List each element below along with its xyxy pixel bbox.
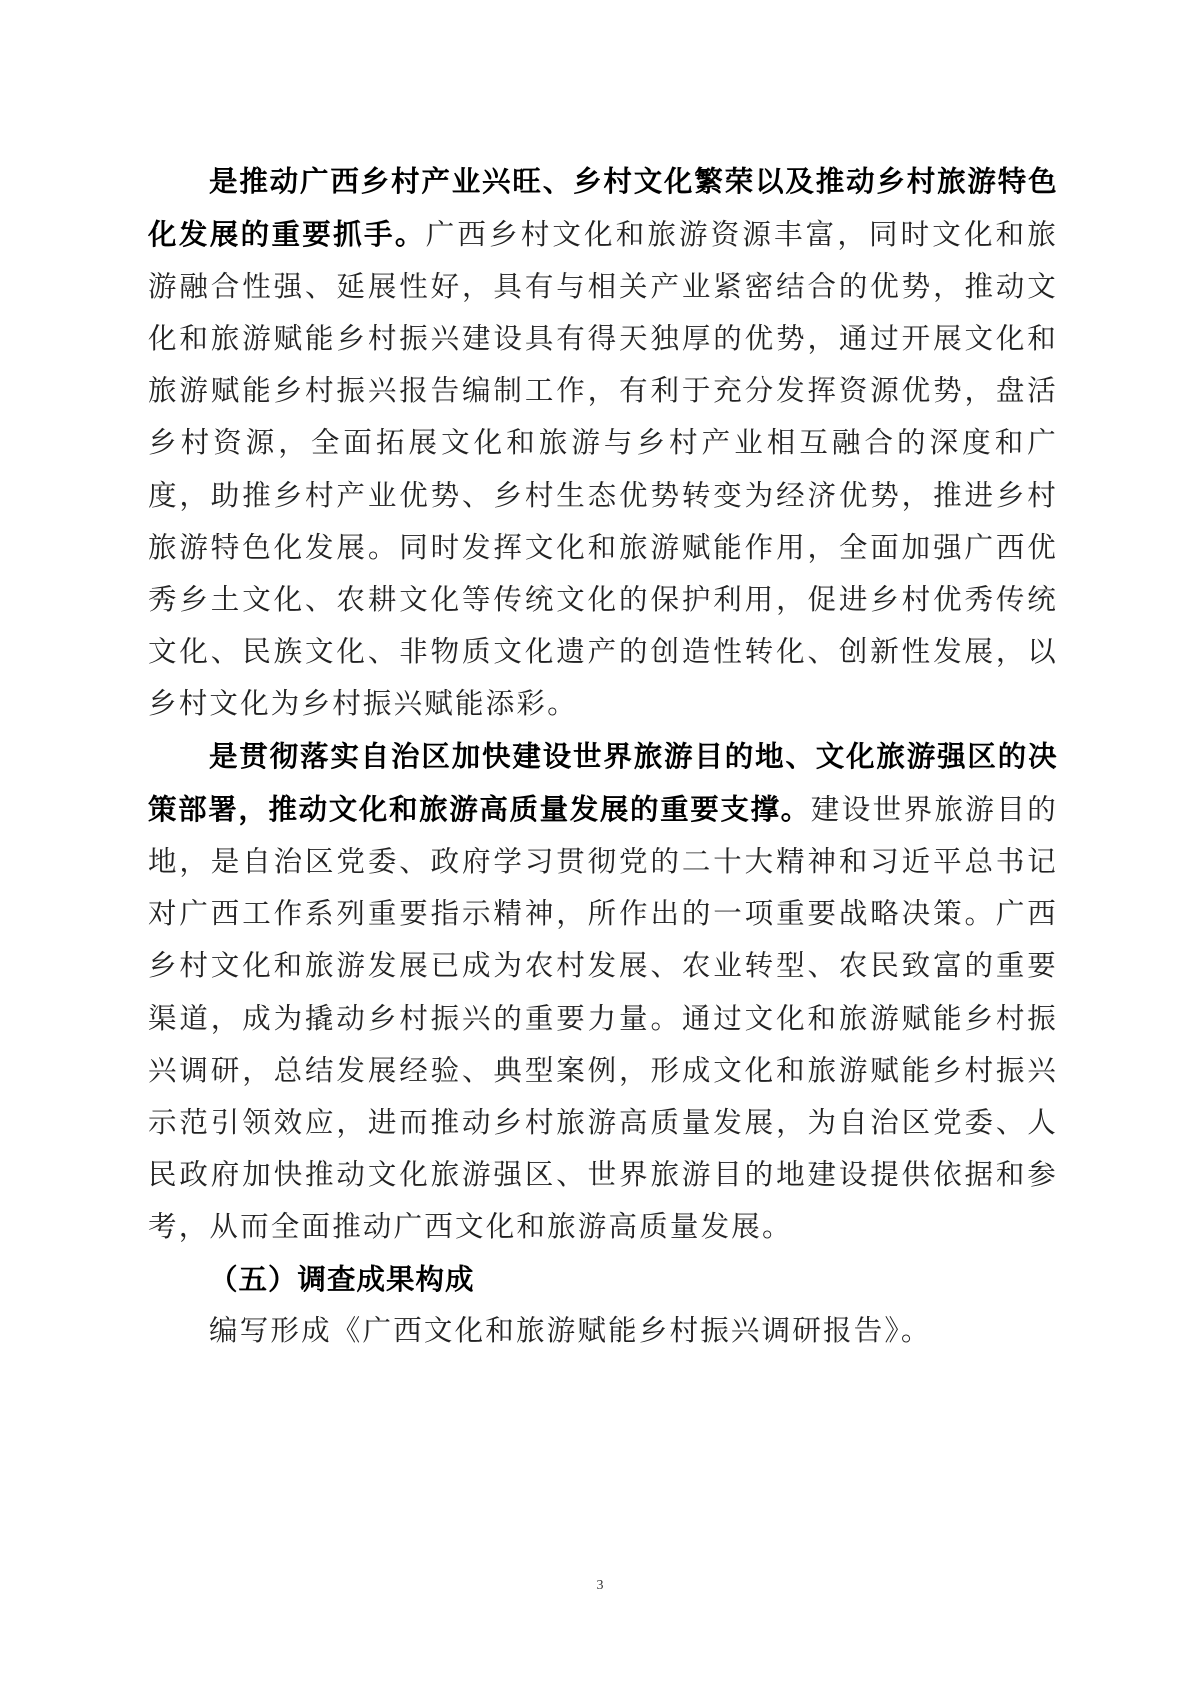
paragraph-industry-culture [148, 155, 1058, 730]
section-body: 编写形成《广西文化和旅游赋能乡村振兴调研报告》。 [209, 1314, 932, 1348]
section-heading: （五）调查成果构成 [209, 1261, 475, 1296]
page-content [148, 155, 1058, 1357]
paragraph-lead-bold: 是贯彻落实自治区加快建设世界旅游目的地、文化旅游强区的决策部署，推动文化和旅游高质量发展的重要支撑。 [148, 739, 1058, 827]
paragraph-world-tourism-destination [148, 730, 1058, 1253]
page-number: 3 [596, 1578, 604, 1593]
paragraph-body: 广西乡村文化和旅游资源丰富，同时文化和旅游融合性强、延展性好，具有与相关产业紧密结合的优势，推动文化和旅游赋能乡村振兴建设具有得天独厚的优势，通过开展文化和旅游赋能乡村振兴报告编制工作，有利于充分发挥资源优势，盘活乡村资源，全面拓展文化和旅游与乡村产业相互融合的深度和广度，助推乡村产业优势、乡村生态优势转变为经济优势，推进乡村旅游特色化发展。同时发挥文化和旅游赋能作用，全面加强广西优秀乡土文化、农耕文化等传统文化的保护利用，促进乡村优秀传统文化、民族文化、非物质文化遗产的创造性转化、创新性发展，以乡村文化为乡村振兴赋能添彩。 [148, 218, 1058, 720]
paragraph-lead-bold: 是推动广西乡村产业兴旺、乡村文化繁荣以及推动乡村旅游特色化发展的重要抓手。 [148, 164, 1058, 252]
paragraph-body: 建设世界旅游目的地，是自治区党委、政府学习贯彻党的二十大精神和习近平总书记对广西工作系列重要指示精神，所作出的一项重要战略决策。广西乡村文化和旅游发展已成为农村发展、农业转型、农民致富的重要渠道，成为撬动乡村振兴的重要力量。通过文化和旅游赋能乡村振兴调研，总结发展经验、典型案例，形成文化和旅游赋能乡村振兴示范引领效应，进而推动乡村旅游高质量发展，为自治区党委、人民政府加快推动文化旅游强区、世界旅游目的地建设提供依据和参考，从而全面推动广西文化和旅游高质量发展。 [148, 793, 1058, 1243]
